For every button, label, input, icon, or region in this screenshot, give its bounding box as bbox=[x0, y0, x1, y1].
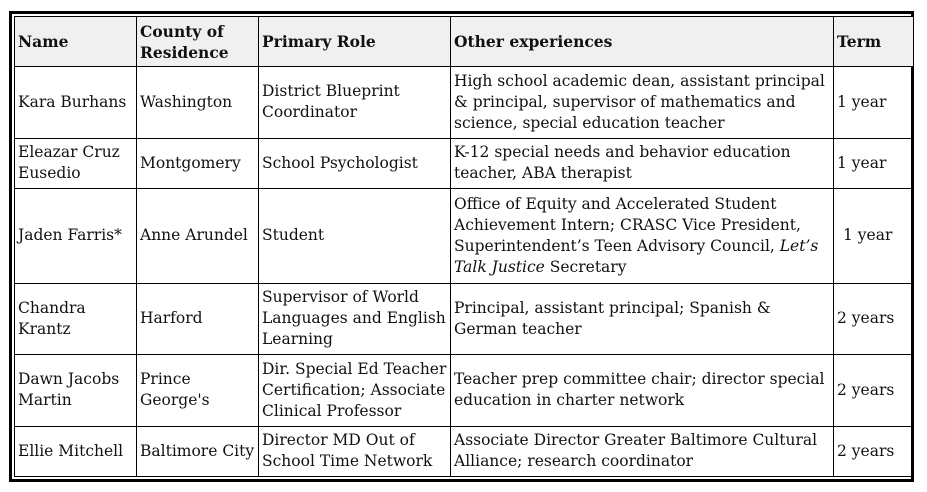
cell-name: Ellie Mitchell bbox=[15, 426, 137, 476]
other-text-suffix: Secretary bbox=[544, 257, 627, 276]
cell-name: Dawn Jacobs Martin bbox=[15, 355, 137, 427]
members-table bbox=[14, 16, 914, 477]
cell-other bbox=[451, 355, 834, 427]
other-italic-text: Let’s Talk Justice bbox=[454, 236, 819, 276]
cell-other bbox=[451, 426, 834, 476]
cell-county: Montgomery bbox=[137, 138, 259, 188]
cell-county: Harford bbox=[137, 283, 259, 355]
cell-term: 2 years bbox=[834, 426, 914, 476]
other-text: Associate Director Greater Baltimore Cultural Alliance; research coordinator bbox=[454, 431, 818, 471]
table-row bbox=[15, 426, 914, 476]
table-row bbox=[15, 355, 914, 427]
cell-role: School Psychologist bbox=[259, 138, 451, 188]
cell-other bbox=[451, 67, 834, 139]
cell-other bbox=[451, 188, 834, 283]
other-text: K-12 special needs and behavior education teacher, ABA therapist bbox=[454, 143, 791, 183]
cell-name: Chandra Krantz bbox=[15, 283, 137, 355]
table-row bbox=[15, 283, 914, 355]
cell-county: Prince George's bbox=[137, 355, 259, 427]
header-name: Name bbox=[15, 17, 137, 67]
header-role: Primary Role bbox=[259, 17, 451, 67]
cell-county: Anne Arundel bbox=[137, 188, 259, 283]
cell-term bbox=[834, 188, 914, 283]
cell-role: Student bbox=[259, 188, 451, 283]
cell-role: Dir. Special Ed Teacher Certification; Associate Clinical Professor bbox=[259, 355, 451, 427]
table-row bbox=[15, 138, 914, 188]
header-county: County of Residence bbox=[137, 17, 259, 67]
other-text: Principal, assistant principal; Spanish & German teacher bbox=[454, 298, 771, 338]
header-term: Term bbox=[834, 17, 914, 67]
table-row bbox=[15, 188, 914, 283]
cell-other bbox=[451, 138, 834, 188]
cell-name: Eleazar Cruz Eusedio bbox=[15, 138, 137, 188]
cell-name: Kara Burhans bbox=[15, 67, 137, 139]
other-text: High school academic dean, assistant principal & principal, supervisor of mathematics and science, special education teacher bbox=[454, 71, 825, 132]
term-text: 1 year bbox=[843, 226, 893, 245]
other-text: Teacher prep committee chair; director special education in charter network bbox=[454, 370, 825, 410]
cell-role: Director MD Out of School Time Network bbox=[259, 426, 451, 476]
cell-other bbox=[451, 283, 834, 355]
other-text: Office of Equity and Accelerated Student Achievement Intern; CRASC Vice President, Superintendent’s Teen Advisory Council, bbox=[454, 194, 801, 255]
header-other: Other experiences bbox=[451, 17, 834, 67]
header-row bbox=[15, 17, 914, 67]
table-row bbox=[15, 67, 914, 139]
cell-role: Supervisor of World Languages and English Learning bbox=[259, 283, 451, 355]
cell-role: District Blueprint Coordinator bbox=[259, 67, 451, 139]
cell-term: 1 year bbox=[834, 67, 914, 139]
cell-county: Washington bbox=[137, 67, 259, 139]
cell-term: 1 year bbox=[834, 138, 914, 188]
cell-county: Baltimore City bbox=[137, 426, 259, 476]
table-frame bbox=[9, 11, 914, 482]
cell-name: Jaden Farris* bbox=[15, 188, 137, 283]
cell-term: 2 years bbox=[834, 355, 914, 427]
cell-term: 2 years bbox=[834, 283, 914, 355]
